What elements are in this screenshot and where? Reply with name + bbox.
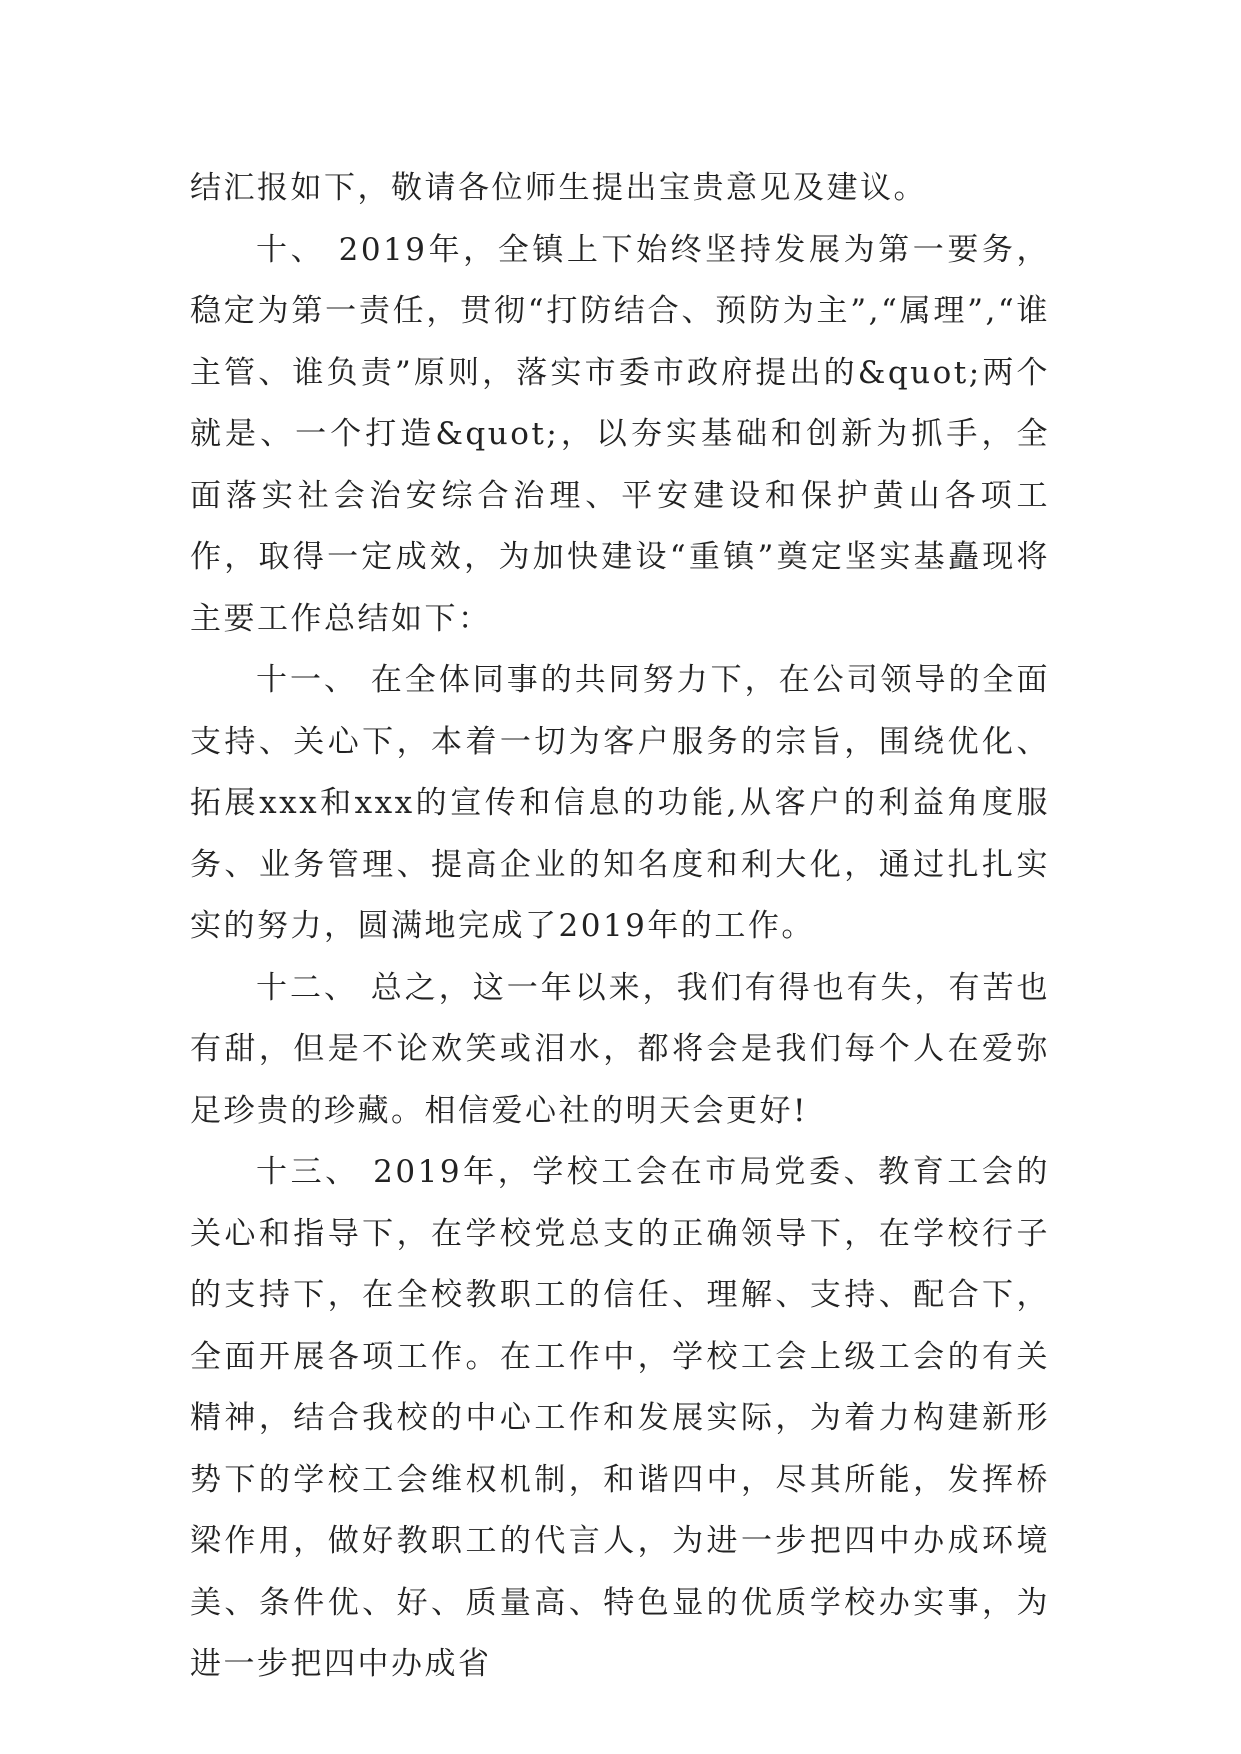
paragraph-item-13: 十三、 2019年，学校工会在市局党委、教育工会的关心和指导下，在学校党总支的正确领导下，在学校行子的支持下，在全校教职工的信任、理解、支持、配合下，全面开展各项工作。在工作中，学校工会上级工会的有关精神，结合我校的中心工作和发展实际，为着力构建新形势下的学校工会维权机制，和谐四中，尽其所能，发挥桥梁作用，做好教职工的代言人，为进一步把四中办成环境美、条件优、好、质量高、特色显的优质学校办实事，为进一步把四中办成省 xyxy=(190,1154,1050,1682)
paragraph-continuation: 结汇报如下，敬请各位师生提出宝贵意见及建议。 xyxy=(190,170,927,206)
paragraph-item-11: 十一、 在全体同事的共同努力下，在公司领导的全面支持、关心下，本着一切为客户服务的宗旨，围绕优化、拓展xxx和xxx的宣传和信息的功能,从客户的利益角度服务、业务管理、提高企业的知名度和利大化，通过扎扎实实的努力，圆满地完成了2019年的工作。 xyxy=(190,662,1050,944)
paragraph-item-12: 十二、 总之，这一年以来，我们有得也有失，有苦也有甜，但是不论欢笑或泪水，都将会是我们每个人在爱弥足珍贵的珍藏。相信爱心社的明天会更好! xyxy=(190,969,1050,1129)
paragraph-item-10: 十、 2019年，全镇上下始终坚持发展为第一要务，稳定为第一责任，贯彻“打防结合、预防为主”,“属理”,“谁主管、谁负责”原则，落实市委市政府提出的&quot;两个就是、一个打造&quot;，以夯实基础和创新为抓手，全面落实社会治安综合治理、平安建设和保护黄山各项工作，取得一定成效，为加快建设“重镇”奠定坚实基矗现将主要工作总结如下： xyxy=(190,231,1050,637)
document-body xyxy=(190,158,1050,1696)
